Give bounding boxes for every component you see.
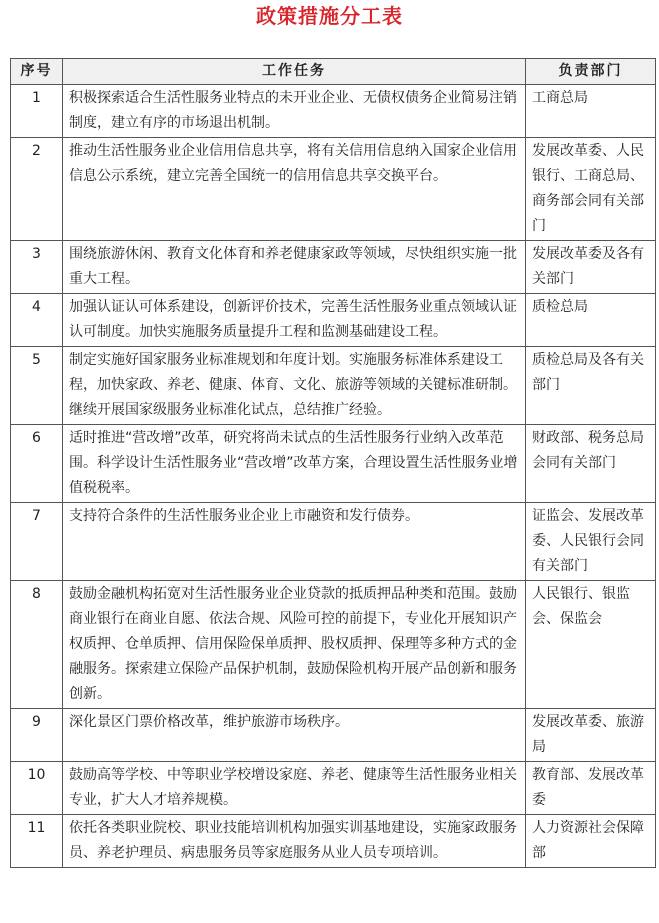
row-department: 人力资源社会保障部 xyxy=(526,815,656,868)
row-number: 2 xyxy=(11,138,63,241)
row-department: 质检总局 xyxy=(526,294,656,347)
row-task: 围绕旅游休闲、教育文化体育和养老健康家政等领域，尽快组织实施一批重大工程。 xyxy=(63,241,526,294)
row-task: 制定实施好国家服务业标准规划和年度计划。实施服务标准体系建设工程，加快家政、养老、健康、体育、文化、旅游等领域的关键标准研制。继续开展国家级服务业标准化试点，总结推广经验。 xyxy=(63,347,526,425)
row-task: 积极探索适合生活性服务业特点的未开业企业、无债权债务企业简易注销制度，建立有序的市场退出机制。 xyxy=(63,85,526,138)
table-row xyxy=(11,241,656,294)
header-number: 序号 xyxy=(11,59,63,85)
table-row xyxy=(11,762,656,815)
policy-table xyxy=(10,58,656,868)
row-department: 人民银行、银监会、保监会 xyxy=(526,581,656,709)
table-row xyxy=(11,581,656,709)
row-task: 支持符合条件的生活性服务业企业上市融资和发行债券。 xyxy=(63,503,526,581)
table-row xyxy=(11,85,656,138)
row-department: 财政部、税务总局会同有关部门 xyxy=(526,425,656,503)
row-number: 6 xyxy=(11,425,63,503)
row-number: 5 xyxy=(11,347,63,425)
row-number: 11 xyxy=(11,815,63,868)
row-task: 鼓励金融机构拓宽对生活性服务业企业贷款的抵质押品种类和范围。鼓励商业银行在商业自愿、依法合规、风险可控的前提下，专业化开展知识产权质押、仓单质押、信用保险保单质押、股权质押、保理等多种方式的金融服务。探索建立保险产品保护机制，鼓励保险机构开展产品创新和服务创新。 xyxy=(63,581,526,709)
row-number: 10 xyxy=(11,762,63,815)
table-row xyxy=(11,294,656,347)
header-task: 工作任务 xyxy=(63,59,526,85)
row-number: 9 xyxy=(11,709,63,762)
table-header-row xyxy=(11,59,656,85)
table-row xyxy=(11,347,656,425)
table-row xyxy=(11,425,656,503)
row-department: 质检总局及各有关部门 xyxy=(526,347,656,425)
row-department: 发展改革委及各有关部门 xyxy=(526,241,656,294)
page-title: 政策措施分工表 xyxy=(256,4,403,28)
row-department: 证监会、发展改革委、人民银行会同有关部门 xyxy=(526,503,656,581)
header-department: 负责部门 xyxy=(526,59,656,85)
row-department: 工商总局 xyxy=(526,85,656,138)
table-row xyxy=(11,138,656,241)
row-task: 适时推进“营改增”改革，研究将尚未试点的生活性服务行业纳入改革范围。科学设计生活性服务业“营改增”改革方案，合理设置生活性服务业增值税税率。 xyxy=(63,425,526,503)
row-number: 1 xyxy=(11,85,63,138)
row-number: 3 xyxy=(11,241,63,294)
table-row xyxy=(11,815,656,868)
row-department: 教育部、发展改革委 xyxy=(526,762,656,815)
row-task: 依托各类职业院校、职业技能培训机构加强实训基地建设，实施家政服务员、养老护理员、病患服务员等家庭服务从业人员专项培训。 xyxy=(63,815,526,868)
row-task: 深化景区门票价格改革，维护旅游市场秩序。 xyxy=(63,709,526,762)
row-task: 推动生活性服务业企业信用信息共享，将有关信用信息纳入国家企业信用信息公示系统，建立完善全国统一的信用信息共享交换平台。 xyxy=(63,138,526,241)
table-row xyxy=(11,503,656,581)
row-department: 发展改革委、人民银行、工商总局、商务部会同有关部门 xyxy=(526,138,656,241)
table-row xyxy=(11,709,656,762)
row-task: 加强认证认可体系建设，创新评价技术，完善生活性服务业重点领域认证认可制度。加快实施服务质量提升工程和监测基础建设工程。 xyxy=(63,294,526,347)
row-number: 7 xyxy=(11,503,63,581)
row-number: 8 xyxy=(11,581,63,709)
row-task: 鼓励高等学校、中等职业学校增设家庭、养老、健康等生活性服务业相关专业，扩大人才培养规模。 xyxy=(63,762,526,815)
row-number: 4 xyxy=(11,294,63,347)
row-department: 发展改革委、旅游局 xyxy=(526,709,656,762)
